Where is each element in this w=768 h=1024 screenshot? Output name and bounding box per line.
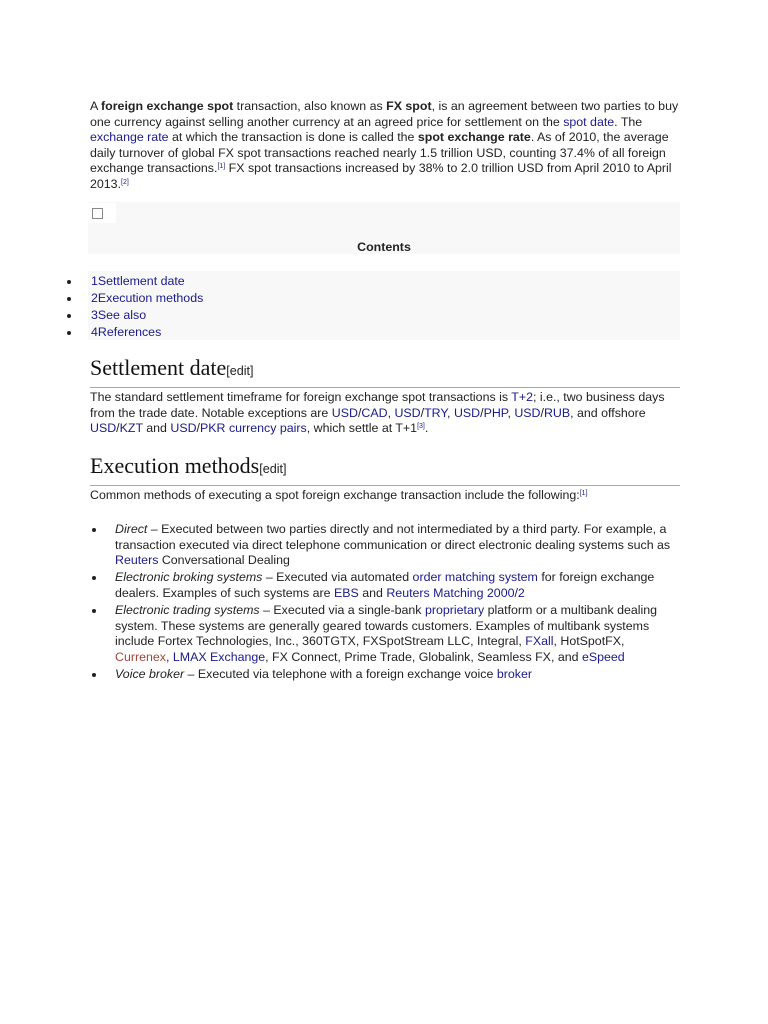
- link-usd[interactable]: USD: [514, 405, 541, 420]
- toc-list: [0, 273, 203, 341]
- citation-3[interactable]: [3]: [417, 423, 425, 431]
- toc-label[interactable]: References: [97, 325, 162, 339]
- heading-text: Settlement date: [90, 355, 227, 380]
- slash: /: [540, 405, 544, 420]
- body-text: and: [358, 585, 387, 600]
- list-item-direct: [0, 522, 680, 569]
- body-text: ,: [165, 649, 173, 664]
- list-item-electronic-broking: [0, 570, 680, 601]
- body-text: , HotSpotFX,: [553, 634, 625, 649]
- toc-label[interactable]: See also: [97, 308, 147, 322]
- link-proprietary[interactable]: proprietary: [424, 602, 485, 617]
- citation-1[interactable]: [1]: [217, 163, 226, 171]
- toc-item-settlement-date[interactable]: [0, 273, 203, 290]
- link-currency-pairs[interactable]: currency pairs: [228, 421, 307, 436]
- citation-1[interactable]: [1]: [579, 490, 588, 497]
- body-text: for foreign exchange dealers. Examples of such systems are: [115, 570, 655, 600]
- link-rub[interactable]: RUB: [543, 405, 571, 420]
- heading-text: Execution methods: [90, 453, 260, 478]
- body-text: .: [424, 421, 429, 436]
- body-text: Common methods of executing a spot foreign exchange transaction include the following:: [90, 488, 580, 502]
- slash: /: [480, 405, 484, 420]
- slash: /: [196, 421, 200, 436]
- toc-toggle-checkbox[interactable]: [92, 208, 103, 219]
- body-text: Conversational Dealing: [158, 553, 290, 568]
- slash: /: [357, 405, 362, 420]
- toc-item-see-also[interactable]: [0, 307, 203, 324]
- intro-text: , is an agreement between two parties to buy one currency against selling another currency at an agreed price for settlement on the: [90, 99, 679, 129]
- link-t-plus-2[interactable]: T+2: [511, 390, 533, 404]
- intro-text: A: [90, 99, 102, 113]
- list-item-electronic-trading: [0, 603, 680, 665]
- intro-text: . As of 2010, the average daily turnover of global FX spot transactions reached nearly 1.5 trillion USD, counting 37.4% of all foreign exchange transactions.: [90, 130, 669, 176]
- section-heading-execution-methods: [90, 452, 680, 486]
- link-usd[interactable]: USD: [331, 405, 358, 420]
- body-text: ; i.e., two business days from the trade date. Notable exceptions are: [90, 390, 665, 420]
- link-broker[interactable]: broker: [496, 666, 532, 681]
- toc-number: 2: [91, 291, 98, 305]
- toc-item-execution-methods[interactable]: [0, 290, 203, 307]
- link-reuters-matching[interactable]: Reuters Matching 2000/2: [386, 585, 525, 600]
- citation-2[interactable]: [2]: [121, 178, 129, 186]
- link-kzt[interactable]: KZT: [119, 421, 143, 436]
- slash: /: [116, 421, 120, 436]
- body-text: and: [142, 421, 171, 436]
- toc-label[interactable]: Execution methods: [97, 291, 204, 305]
- toc-label[interactable]: Settlement date: [97, 274, 185, 288]
- link-cad[interactable]: CAD: [361, 405, 388, 420]
- link-currenex[interactable]: Currenex: [115, 649, 166, 664]
- body-text: platform or a multibank dealing system. These systems are generally geared towards customers. Examples of multibank systems include Fortex Technologies, Inc., 360TGTX, FXSpotStream LLC, Integral,: [115, 602, 658, 649]
- body-text: , FX Connect, Prime Trade, Globalink, Seamless FX, and: [265, 649, 582, 664]
- link-php[interactable]: PHP: [483, 405, 508, 420]
- link-order-matching-system[interactable]: order matching system: [412, 570, 538, 585]
- execution-methods-list: [0, 522, 680, 684]
- link-exchange-rate[interactable]: exchange rate: [90, 130, 169, 145]
- link-lmax-exchange[interactable]: LMAX Exchange: [172, 649, 266, 664]
- intro-text: at which the transaction is done is called the: [168, 130, 418, 145]
- link-spot-date[interactable]: spot date: [563, 114, 615, 129]
- link-pkr[interactable]: PKR: [200, 421, 226, 436]
- link-usd[interactable]: USD: [90, 421, 117, 436]
- link-fxall[interactable]: FXall: [525, 634, 554, 649]
- body-text: – Executed via telephone with a foreign exchange voice: [184, 666, 497, 681]
- link-ebs[interactable]: EBS: [334, 585, 359, 600]
- body-text: , which settle at T+1: [306, 421, 418, 436]
- term-electronic-broking: Electronic broking systems: [115, 570, 263, 585]
- intro-text: FX spot transactions increased by 38% to 2.0 trillion USD from April 2010 to April 2013.: [90, 161, 672, 191]
- term-fx-spot: FX spot: [386, 99, 432, 113]
- list-item-voice-broker: [0, 667, 680, 683]
- body-text: – Executed between two parties directly and not intermediated by a third party. For example, a transaction executed via direct telephone communication or direct electronic dealing systems such as: [115, 522, 671, 552]
- execution-intro: [90, 488, 682, 504]
- intro-text: transaction, also known as: [233, 99, 387, 113]
- term-direct: Direct: [115, 522, 148, 536]
- body-text: The standard settlement timeframe for foreign exchange spot transactions is: [90, 390, 512, 404]
- link-try[interactable]: TRY: [424, 405, 448, 420]
- term-electronic-trading: Electronic trading systems: [115, 602, 260, 617]
- link-reuters[interactable]: Reuters: [115, 553, 159, 568]
- toc-number: 3: [91, 308, 98, 322]
- toc-number: 1: [91, 274, 98, 288]
- term-voice-broker: Voice broker: [115, 666, 185, 681]
- link-usd[interactable]: USD: [453, 405, 481, 420]
- toc-number: 4: [91, 325, 98, 339]
- term-foreign-exchange-spot: foreign exchange spot: [101, 99, 234, 113]
- body-text: , and offshore: [570, 405, 646, 420]
- edit-link[interactable]: [edit]: [259, 462, 287, 476]
- edit-link[interactable]: [edit]: [226, 364, 254, 378]
- slash: /: [420, 405, 425, 420]
- section-heading-settlement-date: [90, 354, 680, 388]
- body-text: – Executed via automated: [262, 570, 413, 585]
- settlement-paragraph: The standard settlement timeframe for foreign exchange spot transactions is T+2; i.e., two business days from the trade date. Notable exceptions are USD/CAD, USD/TRY, USD/PHP, USD/RUB, and offshore USD/KZT and USD/PKR currency pairs, which settle at T+1[3].: [90, 390, 665, 436]
- toc-item-references[interactable]: [0, 324, 203, 341]
- intro-paragraph: [90, 99, 682, 193]
- intro-text: . The: [614, 114, 643, 129]
- link-usd[interactable]: USD: [394, 405, 421, 420]
- body-text: – Executed via a single-bank: [259, 602, 425, 617]
- term-spot-exchange-rate: spot exchange rate: [417, 130, 531, 145]
- link-usd[interactable]: USD: [170, 421, 197, 436]
- link-espeed[interactable]: eSpeed: [581, 649, 625, 664]
- toc-title: Contents: [357, 240, 411, 254]
